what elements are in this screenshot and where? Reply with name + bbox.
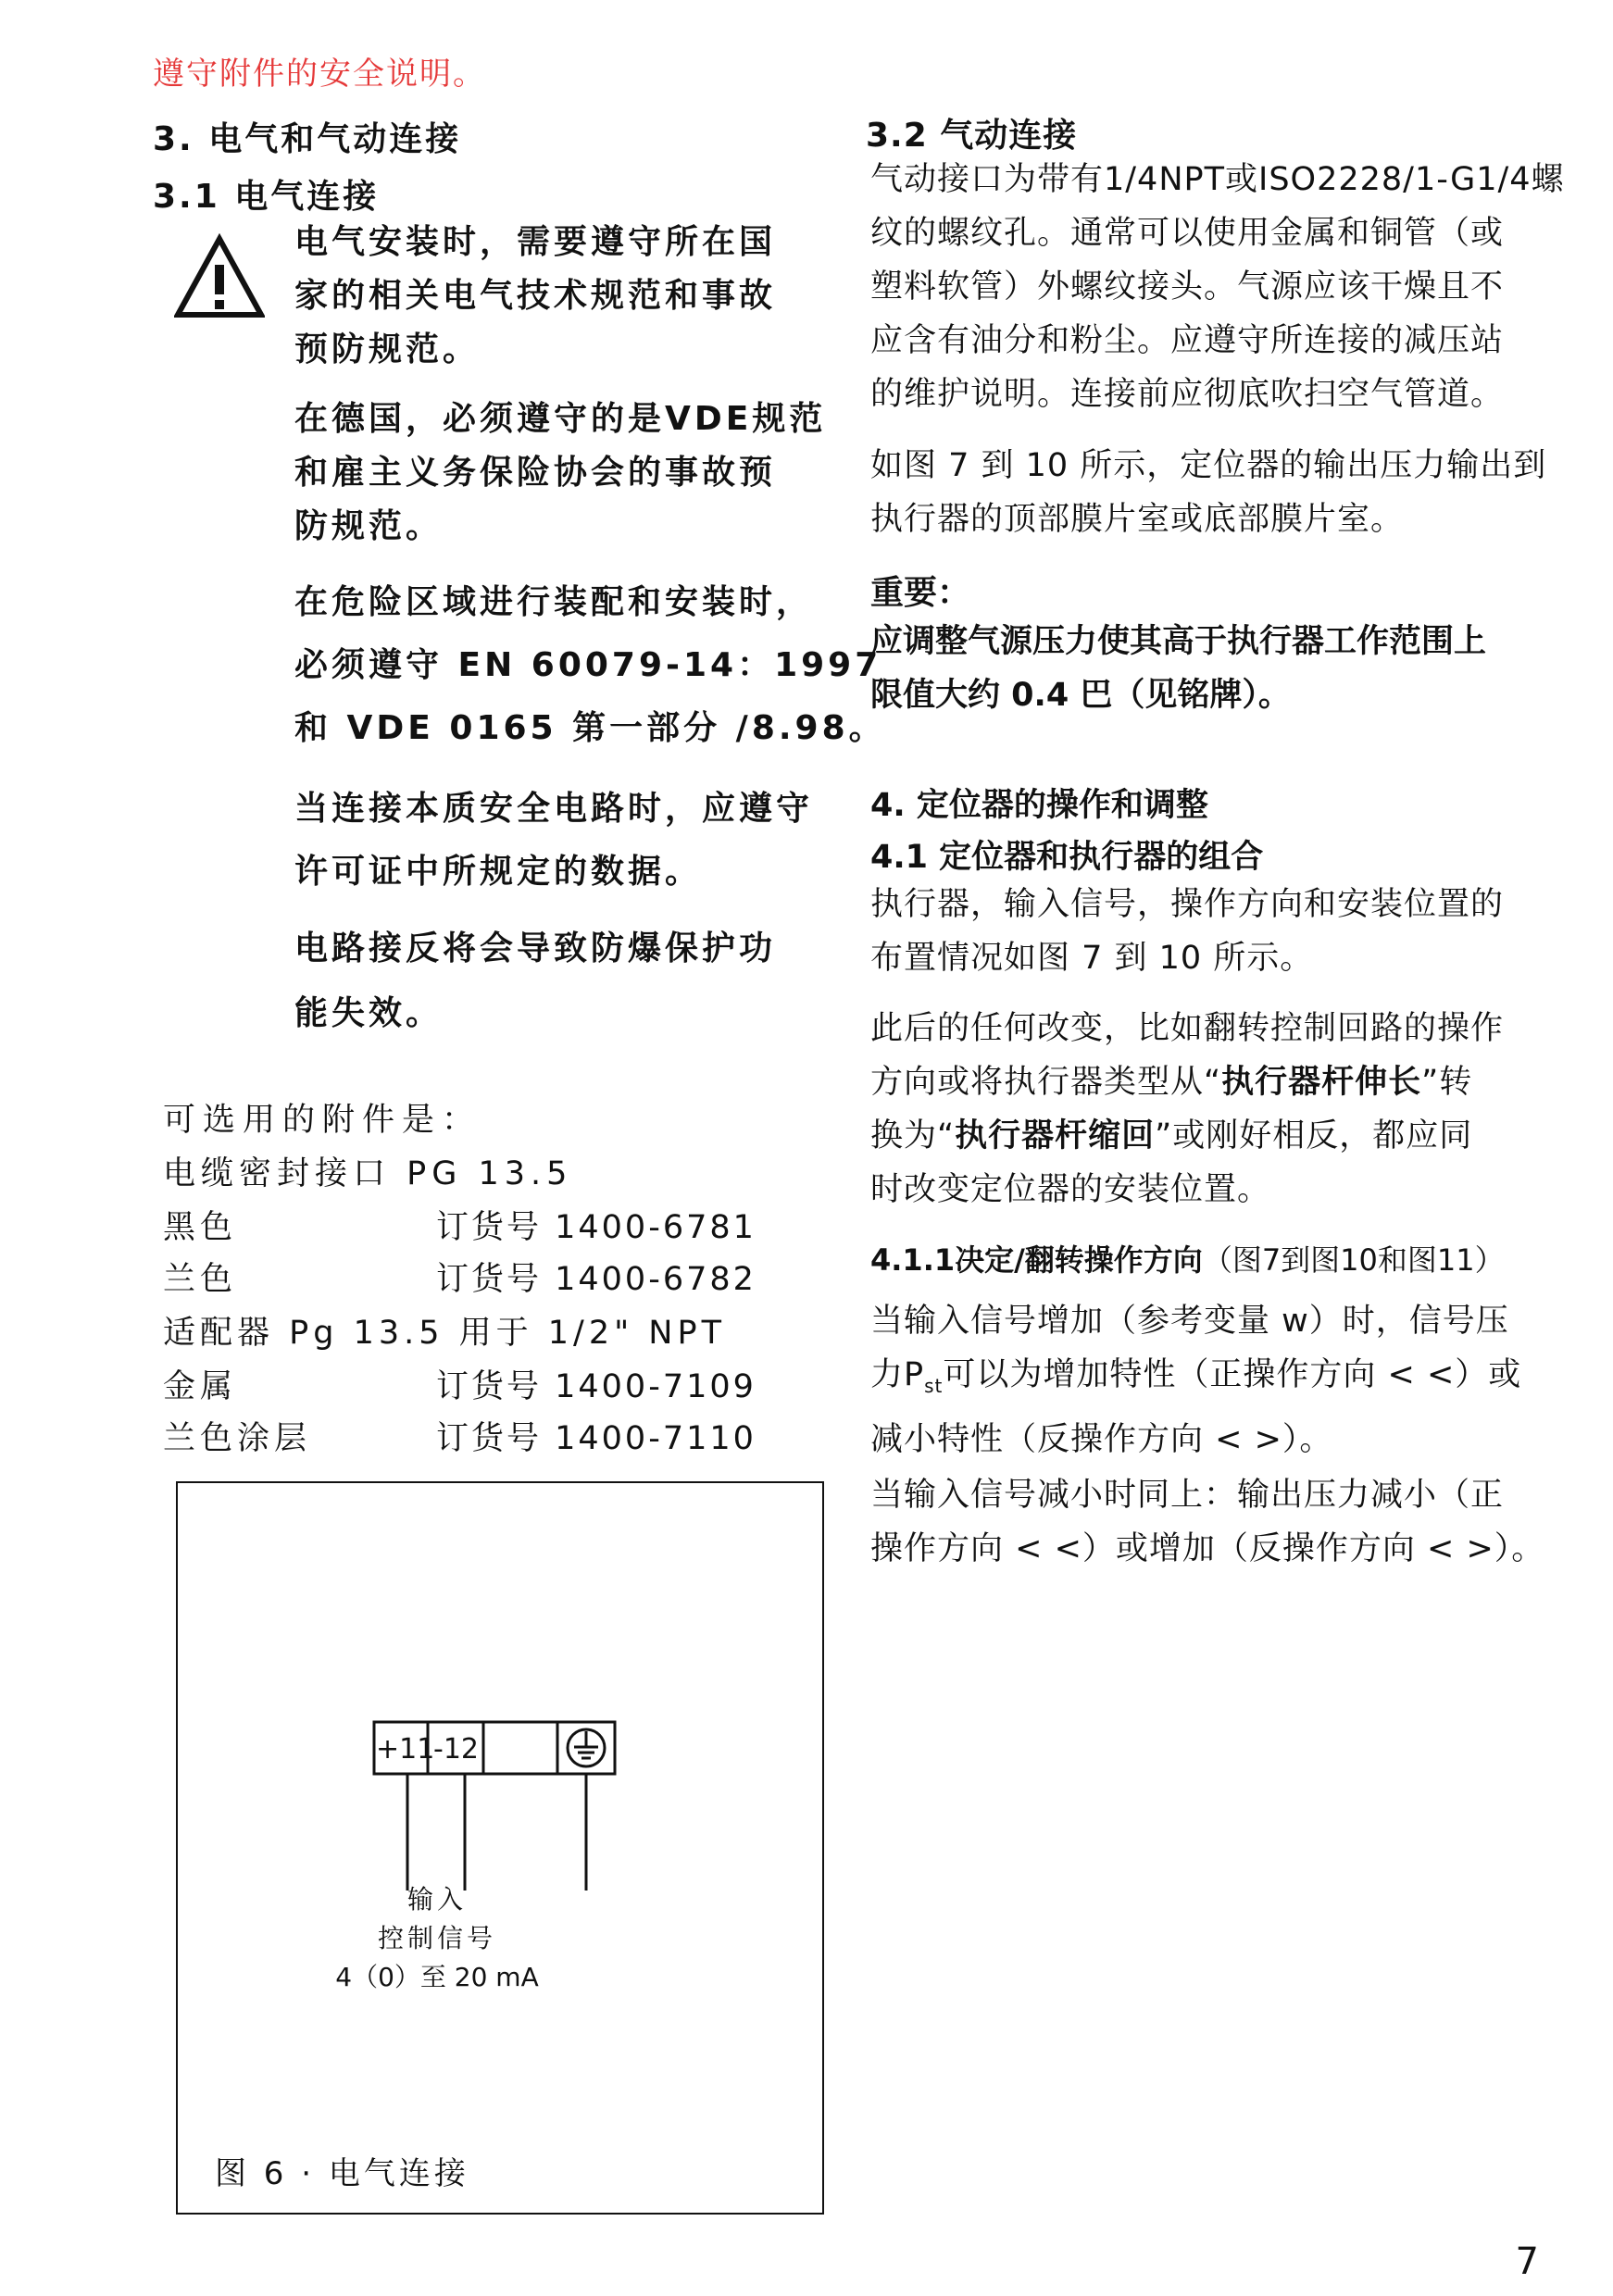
figure-6-electrical-connection <box>176 1481 824 2215</box>
accessory-row-metal: 金属 订货号 1400-7109 <box>163 1368 756 1405</box>
mounting-change-text: 此后的任何改变，比如翻转控制回路的操作 方向或将执行器类型从“执行器杆伸长”转 换为“执行器杆缩回”或刚好相反，都应同 时改变定位器的安装位置。 <box>870 1010 1505 1208</box>
page-number: 7 <box>1515 2240 1539 2283</box>
important-label: 重要： <box>870 574 971 612</box>
figure-label-control-signal: 控制信号 <box>377 1923 496 1953</box>
combination-text: 执行器，输入信号，操作方向和安装位置的 布置情况如图 7 到 10 所示。 <box>870 886 1505 977</box>
accessory-row-blue: 兰色 订货号 1400-6782 <box>163 1261 756 1298</box>
warning-intrinsic-safety: 当连接本质安全电路时，应遵守 许可证中所规定的数据。 <box>294 790 814 891</box>
accessory-row-black: 黑色 订货号 1400-6781 <box>163 1209 756 1246</box>
figure-label-current-range: 4（0）至 20 mA <box>335 1962 539 1992</box>
figure-label-input: 输入 <box>406 1884 467 1915</box>
terminal-minus-12: -12 <box>433 1733 479 1766</box>
ground-icon <box>565 1727 607 1769</box>
figure-caption: 图 6 · 电气连接 <box>215 2155 469 2192</box>
heading-section-4-1-1: 4.1.1决定/翻转操作方向（图7到图10和图11） <box>870 1242 1505 1278</box>
heading-section-4-1: 4.1 定位器和执行器的组合 <box>870 839 1264 876</box>
pneumatic-connection-text: 气动接口为带有1/4NPT或ISO2228/1-G1/4螺 纹的螺纹孔。通常可以使用金属和铜管（或 塑料软管）外螺纹接头。气源应该干燥且不 应含有油分和粉尘。应遵守所连接的减压站 的维护说明。连接前应彻底吹扫空气管道。 <box>870 161 1565 413</box>
heading-section-3-2: 3.2 气动连接 <box>866 117 1078 155</box>
output-pressure-text: 如图 7 到 10 所示，定位器的输出压力输出到 执行器的顶部膜片室或底部膜片室。 <box>870 447 1547 538</box>
adapter-line: 适配器 Pg 13.5 用于 1/2" NPT <box>163 1315 726 1352</box>
direction-decrease-text: 当输入信号减小时同上：输出压力减小（正 操作方向 < <）或增加（反操作方向 < >）。 <box>870 1477 1545 1567</box>
heading-section-3-1: 3.1 电气连接 <box>153 178 380 216</box>
accessories-intro: 可选用的附件是： <box>163 1102 482 1139</box>
cable-gland: 电缆密封接口 PG 13.5 <box>163 1155 573 1192</box>
heading-section-3: 3. 电气和气动连接 <box>153 120 462 158</box>
warning-electrical-rules: 电气安装时，需要遵守所在国 家的相关电气技术规范和事故 预防规范。 <box>294 223 777 368</box>
heading-section-4: 4. 定位器的操作和调整 <box>870 787 1208 824</box>
warning-triangle-icon <box>174 233 265 318</box>
warning-hazardous-areas: 在危险区域进行装配和安装时， 必须遵守 EN 60079-14：1997 和 VDE 0165 第一部分 /8.98。 <box>294 583 886 747</box>
warning-wrong-connection: 电路接反将会导致防爆保护功 能失效。 <box>294 930 777 1032</box>
important-text: 应调整气源压力使其高于执行器工作范围上 限值大约 0.4 巴（见铭牌）。 <box>870 623 1487 714</box>
warning-germany-vde: 在德国，必须遵守的是VDE规范 和雇主义务保险协会的事故预 防规范。 <box>294 400 827 545</box>
accessory-row-blue-coated: 兰色涂层 订货号 1400-7110 <box>163 1420 756 1457</box>
direction-increase-text: 当输入信号增加（参考变量 w）时，信号压 力$P_{st}$可以为增加特性（正操作方向 < <）或 减小特性（反操作方向 < >）。 <box>870 1303 1522 1458</box>
safety-note: 遵守附件的安全说明。 <box>153 56 486 93</box>
terminal-diagram <box>178 1483 822 2213</box>
terminal-plus-11: +11 <box>376 1733 435 1766</box>
